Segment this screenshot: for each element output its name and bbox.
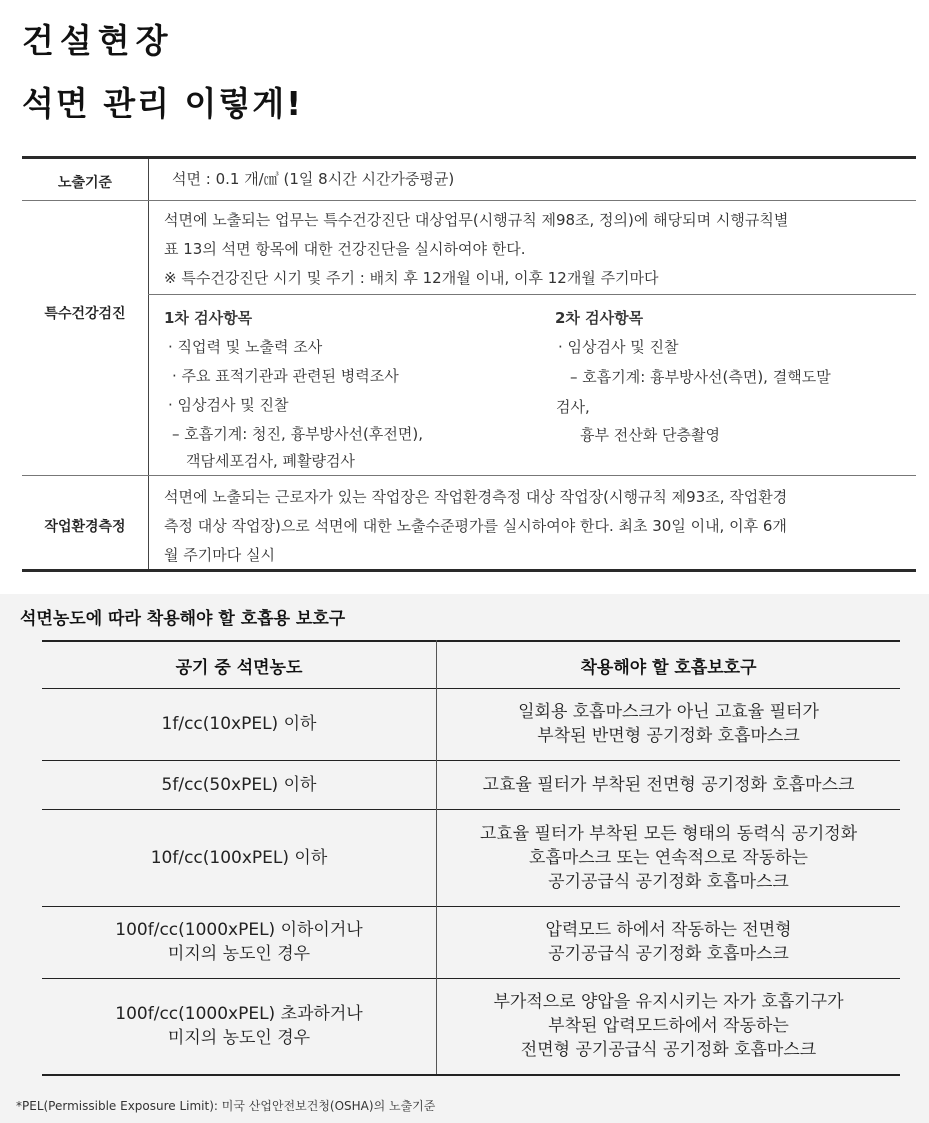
health-check-line1: 석면에 노출되는 업무는 특수건강진단 대상업무(시행규칙 제98조, 정의)에 해당되며 시행규칙별 bbox=[164, 211, 789, 229]
table-row-respirator: 고효율 필터가 부착된 모든 형태의 동력식 공기정화 호흡마스크 또는 연속적으로 작동하는 공기공급식 공기정화 호흡마스크 bbox=[479, 824, 858, 892]
table-rule bbox=[42, 809, 900, 810]
first-exam-item: · 임상검사 및 진찰 bbox=[168, 396, 289, 414]
row-divider bbox=[148, 294, 916, 295]
second-exam-item: 흉부 전산화 단층촬영 bbox=[580, 426, 720, 444]
measurement-line1: 석면에 노출되는 근로자가 있는 작업장은 작업환경측정 대상 작업장(시행규칙 제93조, 작업환경 bbox=[164, 488, 788, 506]
table-row-respirator: 고효율 필터가 부착된 전면형 공기정화 호흡마스크 bbox=[482, 775, 855, 795]
row-divider bbox=[22, 200, 916, 201]
table-row-concentration: 100f/cc(1000xPEL) 이하이거나 미지의 농도인 경우 bbox=[115, 920, 363, 964]
measurement-line2: 측정 대상 작업장)으로 석면에 대한 노출수준평가를 실시하여야 한다. 최초 30일 이내, 이후 6개 bbox=[164, 517, 787, 535]
respirator-section-title: 석면농도에 따라 착용해야 할 호흡용 보호구 bbox=[20, 609, 346, 629]
health-check-schedule: ※ 특수건강진단 시기 및 주기 : 배치 후 12개월 이내, 이후 12개월 주기마다 bbox=[164, 269, 659, 287]
table-rule bbox=[42, 640, 900, 642]
table-row-respirator: 일회용 호흡마스크가 아닌 고효율 필터가 부착된 반면형 공기정화 호흡마스크 bbox=[518, 702, 819, 746]
footnote: *PEL(Permissible Exposure Limit): 미국 산업안전보건청(OSHA)의 노출기준 bbox=[16, 1099, 436, 1113]
page-title-line2: 석면 관리 이렇게! bbox=[22, 84, 304, 123]
health-check-line2: 표 13의 석면 항목에 대한 건강진단을 실시하여야 한다. bbox=[164, 240, 526, 258]
exposure-value: 석면 : 0.1 개/㎤ (1일 8시간 시간가중평균) bbox=[172, 170, 455, 188]
concentration-header: 공기 중 석면농도 bbox=[175, 658, 303, 678]
first-exam-item: – 호흡기계: 청진, 흉부방사선(후전면), bbox=[172, 425, 423, 443]
second-exam-item: · 임상검사 및 진찰 bbox=[558, 338, 679, 356]
table-row-respirator: 압력모드 하에서 작동하는 전면형 공기공급식 공기정화 호흡마스크 bbox=[545, 920, 792, 964]
health-check-label: 특수건강검진 bbox=[44, 306, 126, 322]
second-exam-header: 2차 검사항목 bbox=[555, 309, 644, 327]
table-rule bbox=[42, 688, 900, 689]
table-rule bbox=[42, 760, 900, 761]
table-rule bbox=[42, 978, 900, 979]
first-exam-header: 1차 검사항목 bbox=[164, 309, 253, 327]
table-rule bbox=[42, 1074, 900, 1076]
table-row-concentration: 1f/cc(10xPEL) 이하 bbox=[161, 714, 317, 734]
measurement-line3: 월 주기마다 실시 bbox=[164, 546, 275, 564]
exposure-label: 노출기준 bbox=[57, 175, 113, 191]
table-row-concentration: 5f/cc(50xPEL) 이하 bbox=[161, 775, 317, 795]
table-rule bbox=[42, 906, 900, 907]
row-divider bbox=[22, 475, 916, 476]
table-row-respirator: 부가적으로 양압을 유지시키는 자가 호흡기구가 부착된 압력모드하에서 작동하는 전면형 공기공급식 공기정화 호흡마스크 bbox=[493, 992, 844, 1060]
table-row-concentration: 10f/cc(100xPEL) 이하 bbox=[150, 848, 328, 868]
first-exam-item: · 주요 표적기관과 관련된 병력조사 bbox=[172, 367, 399, 385]
standards-table bbox=[22, 156, 916, 572]
table-row-concentration: 100f/cc(1000xPEL) 초과하거나 미지의 농도인 경우 bbox=[115, 1004, 363, 1048]
first-exam-item: · 직업력 및 노출력 조사 bbox=[168, 338, 323, 356]
second-exam-item: 검사, bbox=[556, 398, 590, 416]
respirator-header: 착용해야 할 호흡보호구 bbox=[580, 658, 757, 678]
column-divider bbox=[148, 159, 149, 569]
page-title-line1: 건설현장 bbox=[22, 21, 174, 60]
measurement-label: 작업환경측정 bbox=[44, 519, 126, 535]
second-exam-item: – 호흡기계: 흉부방사선(측면), 결핵도말 bbox=[570, 368, 831, 386]
first-exam-item: 객담세포검사, 폐활량검사 bbox=[186, 452, 355, 470]
